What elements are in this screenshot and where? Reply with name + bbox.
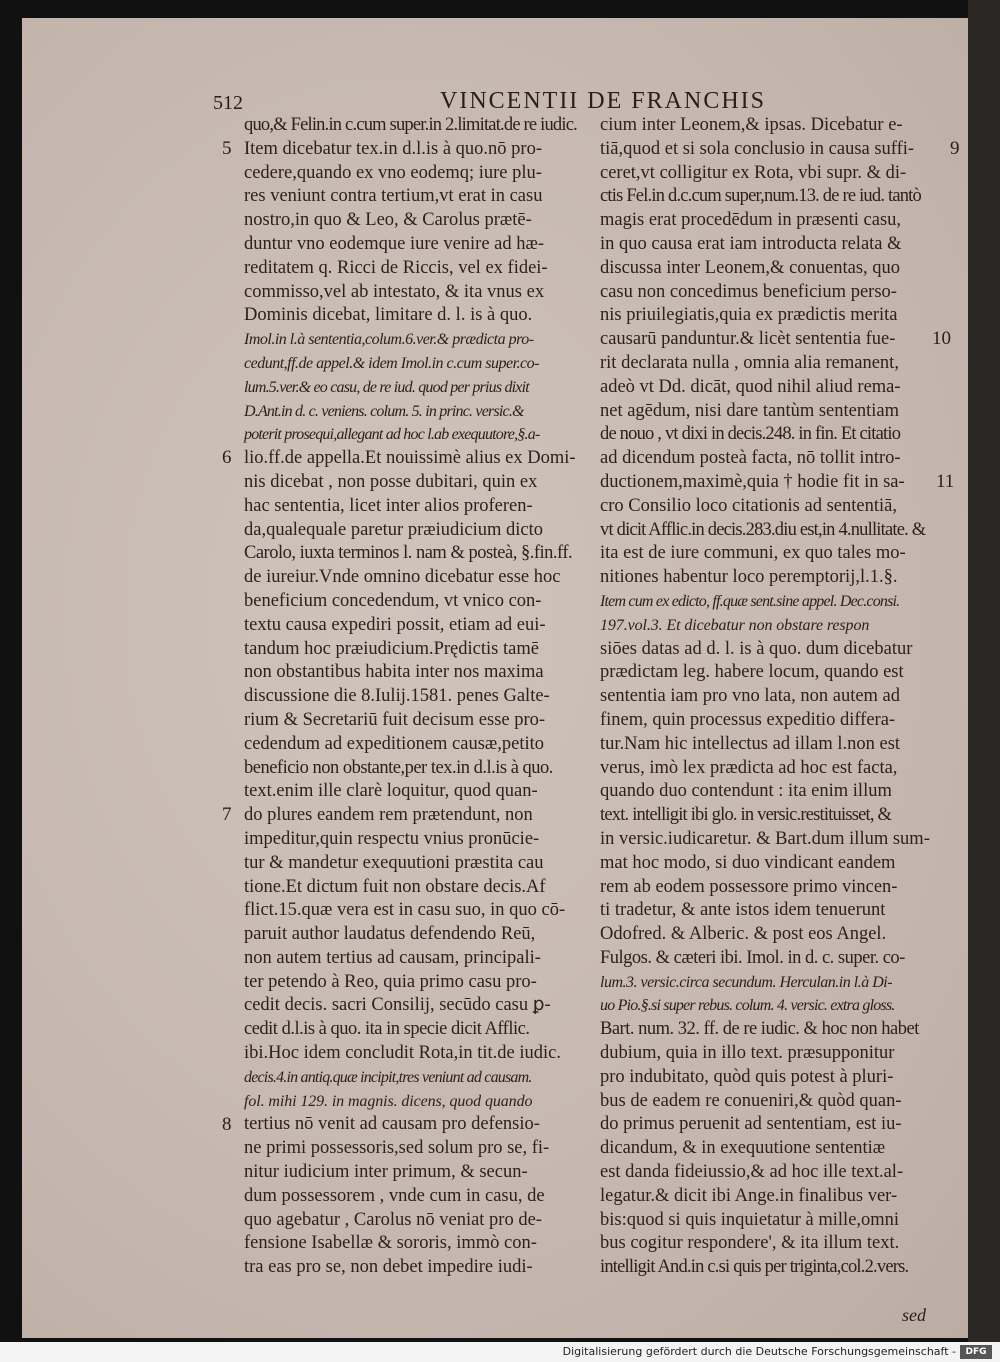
text-line: cedit decis. sacri Consilij, secūdo casu ꝑ- bbox=[244, 995, 551, 1016]
text-line: ne primi possessoris,sed solum pro se, fi- bbox=[244, 1138, 550, 1159]
margin-number: 7 bbox=[222, 804, 232, 826]
text-line: casu non concedimus beneficium perso- bbox=[600, 281, 897, 302]
dfg-logo-icon: DFG bbox=[960, 1345, 992, 1359]
text-line: D.Ant.in d. c. veniens. colum. 5. in princ. versic.& bbox=[244, 402, 524, 420]
text-line: finem, quin processus expeditio differa- bbox=[600, 709, 896, 730]
text-line: legatur.& dicit ibi Ange.in finalibus ver- bbox=[600, 1185, 898, 1206]
text-line: lio.ff.de appella.Et nouissimè alius ex Domi- bbox=[244, 448, 576, 469]
left-text-column bbox=[244, 114, 596, 1280]
text-line: Dominis dicebat, limitare d. l. is à quo. bbox=[244, 305, 533, 326]
text-line: ad dicendum posteà facta, nō tollit intro- bbox=[600, 448, 901, 469]
text-line: rit declarata nulla , omnia alia remanent, bbox=[600, 352, 899, 373]
scan-edge bbox=[968, 0, 1000, 1342]
margin-number: 11 bbox=[936, 471, 955, 492]
book-page bbox=[22, 18, 968, 1338]
text-line: cro Consilio loco citationis ad sententiā, bbox=[600, 495, 897, 516]
text-line: pro indubitato, quòd quis potest à pluri- bbox=[600, 1066, 894, 1087]
text-line: dum possessorem , vnde cum in casu, de bbox=[244, 1185, 545, 1206]
text-line: in versic.iudicaretur. & Bart.dum illum sum- bbox=[600, 828, 930, 849]
text-line: nis priuilegiatis,quia ex prædictis merita bbox=[600, 305, 898, 326]
text-line: net agēdum, nisi dare tantùm sententiam bbox=[600, 400, 899, 421]
page-number: 512 bbox=[213, 92, 243, 114]
text-line: non obstantibus habita inter nos maxima bbox=[244, 662, 544, 683]
text-line: uo Pio.§.si super rebus. colum. 4. versic. extra gloss. bbox=[600, 997, 895, 1015]
text-line: Fulgos. & cæteri ibi. Imol. in d. c. super. co- bbox=[600, 947, 905, 968]
text-line: magis erat procedēdum in præsenti casu, bbox=[600, 210, 902, 231]
text-line: commisso,vel ab intestato, & ita vnus ex bbox=[244, 281, 545, 302]
text-line: verus, imò lex prædicta ad hoc est facta, bbox=[600, 757, 898, 778]
text-line: do plures eandem rem prætendunt, non bbox=[244, 805, 533, 826]
margin-number: 9 bbox=[950, 137, 960, 159]
text-line: Item dicebatur tex.in d.l.is à quo.nō pro- bbox=[244, 138, 542, 159]
text-line: causarū panduntur.& licèt sententia fue- bbox=[600, 329, 896, 350]
text-line: ita est de iure communi, ex quo tales mo- bbox=[600, 543, 906, 564]
text-line: tur.Nam hic intellectus ad illam l.non est bbox=[600, 733, 901, 754]
text-line: Carolo, iuxta terminos l. nam & posteà, §.fin.ff. bbox=[244, 543, 573, 564]
text-line: 197.vol.3. Et dicebatur non obstare respon bbox=[600, 616, 870, 634]
text-line: text. intelligit ibi glo. in versic.restituisset, & bbox=[600, 805, 892, 826]
text-line: lum.5.ver.& eo casu, de re iud. quod per prius dixit bbox=[244, 378, 529, 396]
text-line: dubium, quia in illo text. præsupponitur bbox=[600, 1043, 895, 1064]
text-line: mat hoc modo, si duo vindicant eandem bbox=[600, 852, 896, 873]
text-line: res veniunt contra tertium,vt erat in casu bbox=[244, 186, 543, 207]
text-line: duntur vno eodemque iure venire ad hæ- bbox=[244, 233, 545, 254]
text-line: Imol.in l.à sententia,colum.6.ver.& prædicta pro- bbox=[244, 331, 534, 349]
text-line: de iureiur.Vnde omnino dicebatur esse hoc bbox=[244, 567, 561, 588]
text-line: quando duo contendunt : ita enim illum bbox=[600, 781, 892, 802]
text-line: tione.Et dictum fuit non obstare decis.Af bbox=[244, 876, 546, 897]
text-line: discussione die 8.Iulij.1581. penes Galte- bbox=[244, 686, 550, 707]
text-line: non autem tertius ad causam, principali- bbox=[244, 947, 541, 968]
text-line: do primus peruenit ad sententiam, est iu- bbox=[600, 1114, 902, 1135]
text-line: cium inter Leonem,& ipsas. Dicebatur e- bbox=[600, 115, 903, 135]
footer-bar bbox=[0, 1342, 1000, 1362]
text-line: Bart. num. 32. ff. de re iudic. & hoc non habet bbox=[600, 1019, 919, 1040]
text-line: Item cum ex edicto, ff.quæ sent.sine appel. Dec.consi. bbox=[600, 592, 900, 610]
text-line: tra eas pro se, non debet impedire iudi- bbox=[244, 1257, 533, 1278]
text-line: tertius nō venit ad causam pro defensio- bbox=[244, 1114, 540, 1135]
text-line: impeditur,quin respectu vnius pronūcie- bbox=[244, 828, 540, 849]
text-line: fol. mihi 129. in magnis. dicens, quod quando bbox=[244, 1092, 533, 1110]
text-line: cedere,quando ex vno eodemq; iure plu- bbox=[244, 162, 542, 183]
text-line: textu causa expediri possit, etiam ad eui- bbox=[244, 614, 546, 635]
text-line: siōes datas ad d. l. is à quo. dum dicebatur bbox=[600, 638, 913, 659]
text-line: decis.4.in antiq.quæ incipit,tres veniunt ad causam. bbox=[244, 1068, 532, 1086]
text-line: de nouo , vt dixi in decis.248. in fin. Et citatio bbox=[600, 424, 901, 445]
text-line: tiā,quod et si sola conclusio in causa suffi- bbox=[600, 138, 915, 159]
text-line: vt dicit Afflic.in decis.283.diu est,in 4.nullitate. & bbox=[600, 519, 926, 540]
text-line: nitiones habentur loco peremptorij,l.1.§. bbox=[600, 567, 898, 588]
text-line: text.enim ille clarè loquitur, quod quan- bbox=[244, 781, 538, 802]
text-line: beneficium concedendum, vt vnico con- bbox=[244, 590, 542, 611]
text-line: bus cogitur respondere', & ita illum text. bbox=[600, 1233, 900, 1254]
margin-number: 10 bbox=[932, 328, 951, 350]
text-line: sententia iam pro vno lata, non autem ad bbox=[600, 686, 901, 707]
text-line: paruit author laudatus defendendo Reū, bbox=[244, 924, 536, 945]
text-line: tandum hoc præiudicium.Prędictis tamē bbox=[244, 638, 539, 659]
text-line: cedendum ad expeditionem causæ,petito bbox=[244, 733, 545, 754]
text-line: prædictam leg. habere locum, quando est bbox=[600, 662, 904, 683]
text-line: reditatem q. Ricci de Riccis, vel ex fidei- bbox=[244, 257, 548, 278]
margin-number: 8 bbox=[222, 1113, 232, 1135]
text-line: cedunt,ff.de appel.& idem Imol.in c.cum super.co- bbox=[244, 354, 539, 372]
right-text-column bbox=[600, 114, 960, 1280]
text-line: quo,& Felin.in c.cum super.in 2.limitat.de re iudic. bbox=[244, 115, 577, 135]
text-line: Odofred. & Alberic. & post eos Angel. bbox=[600, 924, 887, 945]
text-line: bus de eadem re conueniri,& quòd quan- bbox=[600, 1090, 902, 1111]
text-line: dicandum, & in exequutione sententiæ bbox=[600, 1138, 886, 1159]
text-line: beneficio non obstante,per tex.in d.l.is à quo. bbox=[244, 757, 553, 778]
text-line: ibi.Hoc idem concludit Rota,in tit.de iudic. bbox=[244, 1043, 562, 1064]
text-line: cedit d.l.is à quo. ita in specie dicit Afflic. bbox=[244, 1019, 530, 1040]
text-line: nis dicebat , non posse dubitari, quin ex bbox=[244, 471, 538, 492]
margin-number: 5 bbox=[222, 137, 232, 159]
margin-number: 6 bbox=[222, 447, 232, 469]
text-line: intelligit And.in c.si quis per triginta,col.2.vers. bbox=[600, 1257, 909, 1278]
text-line: flict.15.quæ vera est in casu suo, in quo cō- bbox=[244, 900, 566, 921]
text-line: ductionem,maximè,quia † hodie fit in sa- bbox=[600, 471, 905, 492]
text-line: est danda fideiussio,& ad hoc ille text.al- bbox=[600, 1162, 904, 1183]
text-line: tur & mandetur exequutioni præstita cau bbox=[244, 852, 544, 873]
catchword: sed bbox=[902, 1305, 926, 1325]
text-line: da,qualequale paretur præiudicium dicto bbox=[244, 519, 543, 540]
text-line: lum.3. versic.circa secundum. Herculan.in l.à Di- bbox=[600, 973, 893, 991]
text-line: quo agebatur , Carolus nō veniat pro de- bbox=[244, 1209, 542, 1230]
text-line: nitur iudicium inter primum, & secun- bbox=[244, 1162, 528, 1183]
text-line: in quo causa erat iam introducta relata & bbox=[600, 233, 902, 254]
text-line: ter petendo à Reo, quia primo casu pro- bbox=[244, 971, 537, 992]
text-line: hac sententia, licet inter alios proferen- bbox=[244, 495, 533, 516]
text-line: ceret,vt colligitur ex Rota, vbi supr. & di- bbox=[600, 162, 907, 183]
text-line: rium & Secretariū fuit decisum esse pro- bbox=[244, 709, 546, 730]
text-line: ctis Fel.in d.c.cum super,num.13. de re iud. tantò bbox=[600, 186, 921, 207]
text-line: nostro,in quo & Leo, & Carolus prætē- bbox=[244, 210, 532, 231]
text-line: ti tradetur, & ante istos idem tenuerunt bbox=[600, 900, 886, 921]
text-line: bis:quod si quis inquietatur à mille,omni bbox=[600, 1209, 900, 1230]
text-line: rem ab eodem possessore primo vincen- bbox=[600, 876, 898, 897]
text-line: fensione Isabellæ & sororis, immò con- bbox=[244, 1233, 537, 1254]
funding-note: Digitalisierung gefördert durch die Deutsche Forschungsgemeinschaft - bbox=[562, 1345, 956, 1358]
text-line: adeò vt Dd. dicāt, quod nihil aliud rema- bbox=[600, 376, 901, 397]
text-line: poterit prosequi,allegant ad hoc l.ab exequutore,§.a- bbox=[244, 426, 540, 444]
text-line: discussa inter Leonem,& conuentas, quo bbox=[600, 257, 901, 278]
running-head: VINCENTII DE FRANCHIS bbox=[440, 88, 766, 114]
